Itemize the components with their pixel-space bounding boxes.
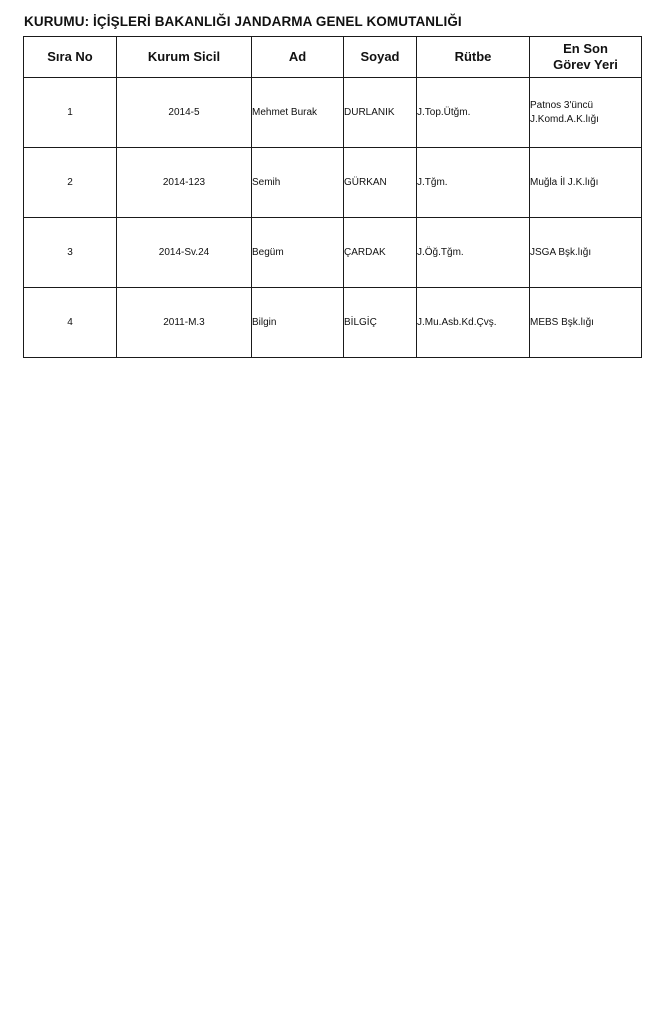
header-rutbe: Rütbe (417, 37, 530, 78)
cell-ad: Begüm (252, 218, 344, 288)
cell-rutbe: J.Top.Ütğm. (417, 78, 530, 148)
header-row (24, 37, 642, 78)
cell-soyad: DURLANIK (344, 78, 417, 148)
cell-sira-no: 1 (24, 78, 117, 148)
cell-gorev-yeri: Muğla İl J.K.lığı (530, 148, 642, 218)
cell-sira-no: 4 (24, 288, 117, 358)
cell-kurum-sicil: 2011-M.3 (117, 288, 252, 358)
cell-kurum-sicil: 2014-123 (117, 148, 252, 218)
document-heading: KURUMU: İÇİŞLERİ BAKANLIĞI JANDARMA GENEL KOMUTANLIĞI (24, 14, 462, 29)
personnel-table (23, 36, 642, 358)
cell-kurum-sicil: 2014-Sv.24 (117, 218, 252, 288)
cell-gorev-yeri: Patnos 3'üncü J.Komd.A.K.lığı (530, 78, 642, 148)
cell-ad: Semih (252, 148, 344, 218)
cell-sira-no: 3 (24, 218, 117, 288)
cell-ad: Mehmet Burak (252, 78, 344, 148)
table-row (24, 148, 642, 218)
cell-soyad: BİLGİÇ (344, 288, 417, 358)
cell-soyad: ÇARDAK (344, 218, 417, 288)
cell-soyad: GÜRKAN (344, 148, 417, 218)
cell-rutbe: J.Öğ.Tğm. (417, 218, 530, 288)
header-kurum-sicil: Kurum Sicil (117, 37, 252, 78)
cell-sira-no: 2 (24, 148, 117, 218)
table-row (24, 288, 642, 358)
cell-kurum-sicil: 2014-5 (117, 78, 252, 148)
table-row (24, 78, 642, 148)
table-row (24, 218, 642, 288)
header-gorev-yeri: En Son Görev Yeri (530, 37, 642, 78)
header-soyad: Soyad (344, 37, 417, 78)
header-ad: Ad (252, 37, 344, 78)
header-sira-no: Sıra No (24, 37, 117, 78)
table-header (24, 37, 642, 78)
cell-rutbe: J.Mu.Asb.Kd.Çvş. (417, 288, 530, 358)
cell-gorev-yeri: MEBS Bşk.lığı (530, 288, 642, 358)
table-body (24, 78, 642, 358)
cell-rutbe: J.Tğm. (417, 148, 530, 218)
cell-ad: Bilgin (252, 288, 344, 358)
cell-gorev-yeri: JSGA Bşk.lığı (530, 218, 642, 288)
